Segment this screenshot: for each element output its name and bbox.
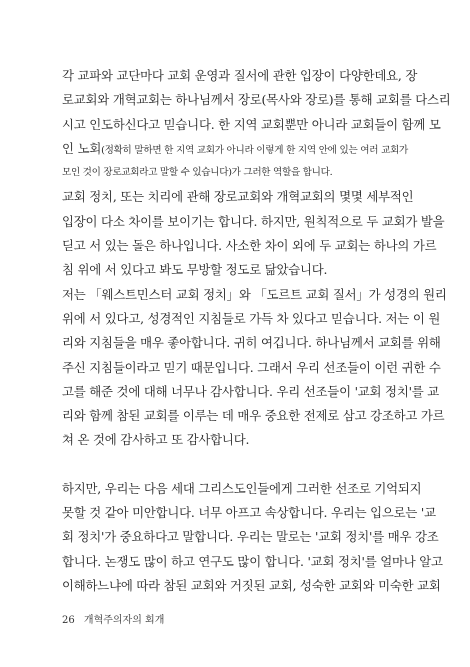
- text-line: 딛고 서 있는 돌은 하나입니다. 사소한 차이 외에 두 교회는 하나의 가르: [62, 238, 437, 254]
- footnote-inline: (정확히 말하면 한 지역 교회가 아니라 이렇게 한 지역 안에 있는 여러 교회가: [101, 144, 409, 156]
- paragraph-gap: [62, 453, 408, 477]
- text-line: 쳐 온 것에 감사하고 또 감사합니다.: [62, 432, 250, 448]
- text-line: 하지만, 우리는 다음 세대 그리스도인들에게 그러한 선조로 기억되지: [62, 480, 422, 496]
- text-line: 주신 지침들이라고 믿기 때문입니다. 그래서 우리 선조들이 이런 귀한 수: [62, 359, 441, 375]
- text-line: 리와 지침들을 매우 좋아합니다. 귀히 여깁니다. 하나님께서 교회를 위해: [62, 335, 441, 351]
- page-number: 26: [62, 615, 75, 626]
- text-line: 침 위에 서 있다고 봐도 무방할 정도로 닮았습니다.: [62, 262, 328, 278]
- text-line: 리와 함께 참된 교회를 이루는 데 매우 중요한 전제로 삼고 강조하고 가르: [62, 408, 445, 424]
- text-fragment: 인 노회: [62, 140, 102, 156]
- text-line: 교회 정치, 또는 치리에 관해 장로교회와 개혁교회의 몇몇 세부적인: [62, 189, 414, 205]
- text-line: 저는 「웨스트민스터 교회 정치」와 「도르트 교회 질서」가 성경의 원리: [62, 286, 447, 302]
- text-line: 위에 서 있다고, 성경적인 지침들로 가득 차 있다고 믿습니다. 저는 이 원: [62, 310, 441, 326]
- text-line: 입장이 다소 차이를 보이기는 합니다. 하지만, 원칙적으로 두 교회가 발을: [62, 213, 445, 229]
- page-footer: [62, 611, 164, 626]
- text-line-with-note: [62, 137, 408, 161]
- text-line: 시고 인도하신다고 믿습니다. 한 지역 교회뿐만 아니라 교회들이 함께 모: [62, 116, 441, 132]
- text-line: 이해하느냐에 따라 참된 교회와 거짓된 교회, 성숙한 교회와 미숙한 교회: [62, 577, 441, 593]
- text-line: 회 정치'가 중요하다고 말합니다. 우리는 말로는 '교회 정치'를 매우 강조: [62, 529, 439, 545]
- text-line: 모인 것이 장로교회라고 말할 수 있습니다)가 그러한 역할을 합니다.: [62, 167, 333, 179]
- text-line: 로교회와 개혁교회는 하나님께서 장로(목사와 장로)를 통해 교회를 다스리: [62, 92, 451, 108]
- book-title: 개혁주의자의 회개: [83, 615, 165, 626]
- text-line: 각 교파와 교단마다 교회 운영과 질서에 관한 입장이 다양한데요, 장: [62, 68, 418, 83]
- text-line: 합니다. 논쟁도 많이 하고 연구도 많이 합니다. '교회 정치'를 얼마나 알고: [62, 553, 443, 569]
- text-line: 못할 것 같아 미안합니다. 너무 아프고 속상합니다. 우리는 입으로는 '교: [62, 505, 436, 521]
- page-body: [62, 64, 451, 598]
- text-line: 고를 해준 것에 대해 너무나 감사합니다. 우리 선조들이 '교회 정치'를 교: [62, 383, 440, 399]
